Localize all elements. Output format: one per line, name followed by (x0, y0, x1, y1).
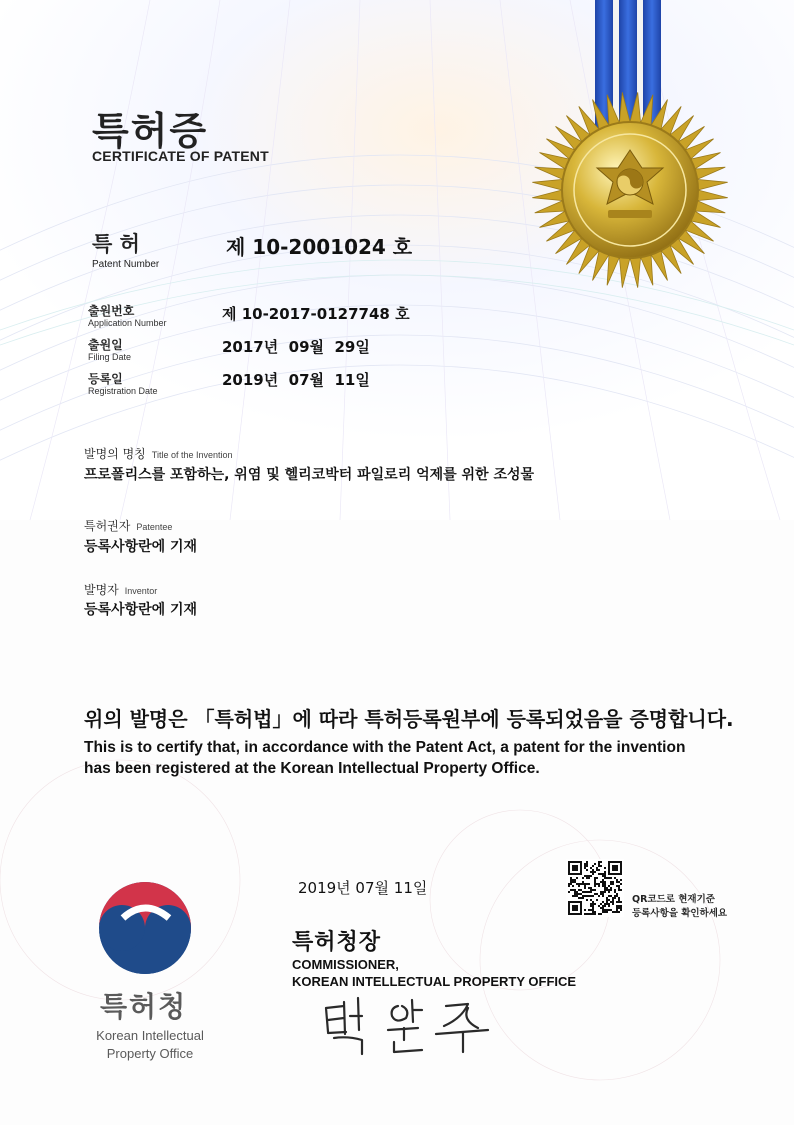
kipo-name-english-line1: Korean Intellectual (96, 1028, 204, 1043)
qr-caption-line1: QR코드로 현재기준 (632, 894, 715, 905)
application-number-label-english: Application Number (88, 318, 167, 328)
certificate-title: 특허증 (92, 109, 209, 153)
patentee-value: 등록사항란에 기재 (84, 539, 198, 555)
qr-code-icon[interactable] (566, 859, 624, 917)
filing-date-label-english: Filing Date (88, 352, 132, 362)
patentee-label: 특허권자 (84, 519, 131, 533)
qr-caption-line2: 등록사항을 확인하세요 (632, 908, 728, 919)
patentee-label-group (84, 515, 172, 534)
patent-number-label: 특 허 (92, 232, 140, 256)
commissioner-title-english-line1: COMMISSIONER, (292, 957, 399, 972)
inventor-label: 발명자 (84, 583, 119, 597)
filing-date-label: 출원일 (88, 338, 123, 352)
commissioner-title-english-line2: KOREAN INTELLECTUAL PROPERTY OFFICE (292, 974, 577, 989)
issue-date: 2019년 07월 11일 (298, 879, 428, 897)
filing-date-value: 2017년 09월 29일 (222, 338, 370, 356)
patent-number-value: 제 10-2001024 호 (226, 235, 413, 259)
certification-text-english (84, 737, 685, 779)
inventor-value: 등록사항란에 기재 (84, 602, 198, 618)
kipo-name-english-line2: Property Office (106, 1046, 194, 1061)
registration-date-value: 2019년 07월 11일 (222, 371, 370, 389)
kipo-name-english (80, 1027, 220, 1063)
invention-title-label-group (84, 443, 233, 462)
certification-text-korean: 위의 발명은 「특허법」에 따라 특허등록원부에 등록되었음을 증명합니다. (84, 707, 734, 731)
registration-date-label: 등록일 (88, 372, 123, 386)
patent-number-label-english: Patent Number (92, 259, 160, 270)
kipo-logo-icon (95, 878, 195, 978)
patentee-label-english: Patentee (136, 522, 173, 532)
application-number-label: 출원번호 (88, 304, 135, 318)
qr-caption (632, 893, 727, 921)
commissioner-title: 특허청장 (292, 930, 382, 955)
commissioner-signature (318, 990, 508, 1060)
inventor-label-english: Inventor (124, 586, 158, 596)
certificate-title-english: CERTIFICATE OF PATENT (92, 148, 269, 164)
invention-title-value: 프로폴리스를 포함하는, 위염 및 헬리코박터 파일로리 억제를 위한 조성물 (84, 467, 535, 483)
certification-text-english-line1: This is to certify that, in accordance with the Patent Act, a patent for the invention (84, 739, 686, 756)
invention-title-label: 발명의 명칭 (84, 447, 146, 461)
registration-date-label-english: Registration Date (88, 386, 158, 396)
gold-seal (515, 0, 745, 300)
invention-title-label-english: Title of the Invention (151, 450, 233, 460)
commissioner-title-english (292, 956, 576, 990)
kipo-name-korean: 특허청 (100, 990, 188, 1023)
inventor-label-group (84, 579, 157, 598)
certification-text-english-line2: has been registered at the Korean Intellectual Property Office. (84, 760, 540, 777)
application-number-value: 제 10-2017-0127748 호 (222, 305, 410, 323)
